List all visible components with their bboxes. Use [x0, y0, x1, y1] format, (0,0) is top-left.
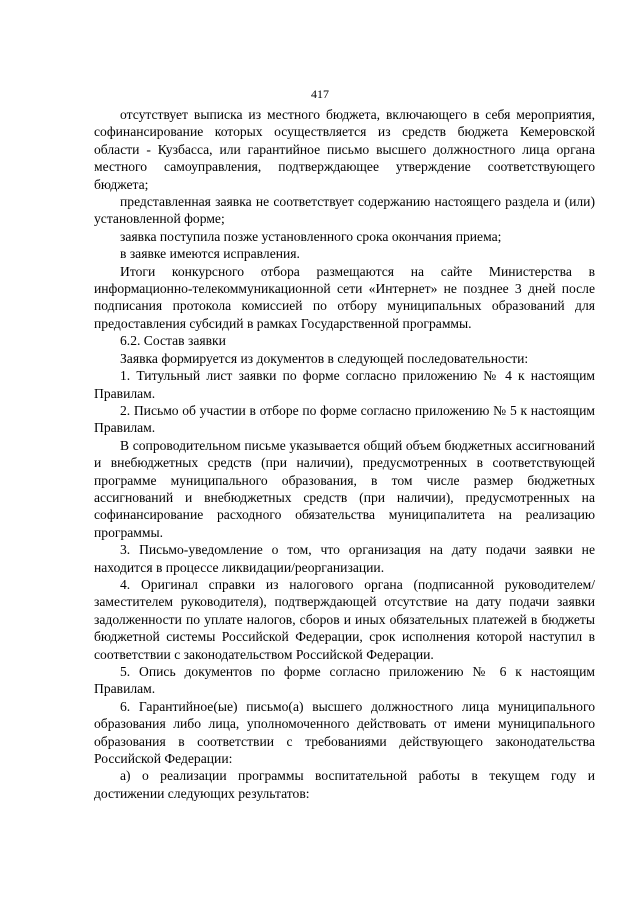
paragraph: отсутствует выписка из местного бюджета, включающего в себя мероприятия, софинансирование которых осуществляется из средств бюджета Кемеровской области - Кузбасса, или гарантийное письмо высшего должностного лица органа местного самоуправления, подтверждающее утверждение соответствующего бюджета; [94, 107, 595, 192]
paragraph: заявка поступила позже установленного срока окончания приема; [120, 228, 502, 244]
sub-item: а) о реализации программы воспитательной работы в текущем году и достижении следующих результатов: [94, 768, 595, 801]
paragraph: Итоги конкурсного отбора размещаются на сайте Министерства в информационно-телекоммуникационной сети «Интернет» не позднее 3 дней после подписания протокола комиссией по отбору муниципальных образований для предоставления субсидий в рамках Государственной программы. [94, 263, 595, 331]
section-heading: 6.2. Состав заявки [120, 333, 226, 349]
paragraph: в заявке имеются исправления. [120, 246, 300, 262]
list-item: 5. Опись документов по форме согласно приложению № 6 к настоящим Правилам. [94, 664, 595, 697]
page-number: 417 [311, 87, 329, 101]
list-item: 2. Письмо об участии в отборе по форме согласно приложению № 5 к настоящим Правилам. [94, 402, 595, 436]
list-item: 4. Оригинал справки из налогового органа (подписанной руководителем/заместителем руководителя), подтверждающей отсутствие на дату подачи заявки задолженности по уплате налогов, сборов и иных обязательных платежей в бюджеты бюджетной системы Российской Федерации, срок исполнения которой наступил в соответствии с законодательством Российской Федерации. [94, 576, 595, 662]
document-body [94, 106, 595, 802]
paragraph: представленная заявка не соответствует содержанию настоящего раздела и (или) установленной форме; [94, 194, 595, 227]
paragraph: Заявка формируется из документов в следующей последовательности: [120, 350, 529, 366]
paragraph: В сопроводительном письме указывается общий объем бюджетных ассигнований и внебюджетных средств (при наличии), предусмотренных в соответствующей программе муниципального образования, в том числе размер бюджетных ассигнований и внебюджетных средств (при наличии), предусмотренных на софинансирование расходного обязательства муниципалитета на реализацию программы. [94, 437, 595, 540]
list-item: 1. Титульный лист заявки по форме согласно приложению № 4 к настоящим Правилам. [94, 368, 595, 401]
list-item: 6. Гарантийное(ые) письмо(а) высшего должностного лица муниципального образования либо лица, уполномоченного действовать от имени муниципального образования в соответствии с требованиями действующего законодательства Российской Федерации: [94, 698, 595, 767]
list-item: 3. Письмо-уведомление о том, что организация на дату подачи заявки не находится в процессе ликвидации/реорганизации. [94, 542, 595, 575]
